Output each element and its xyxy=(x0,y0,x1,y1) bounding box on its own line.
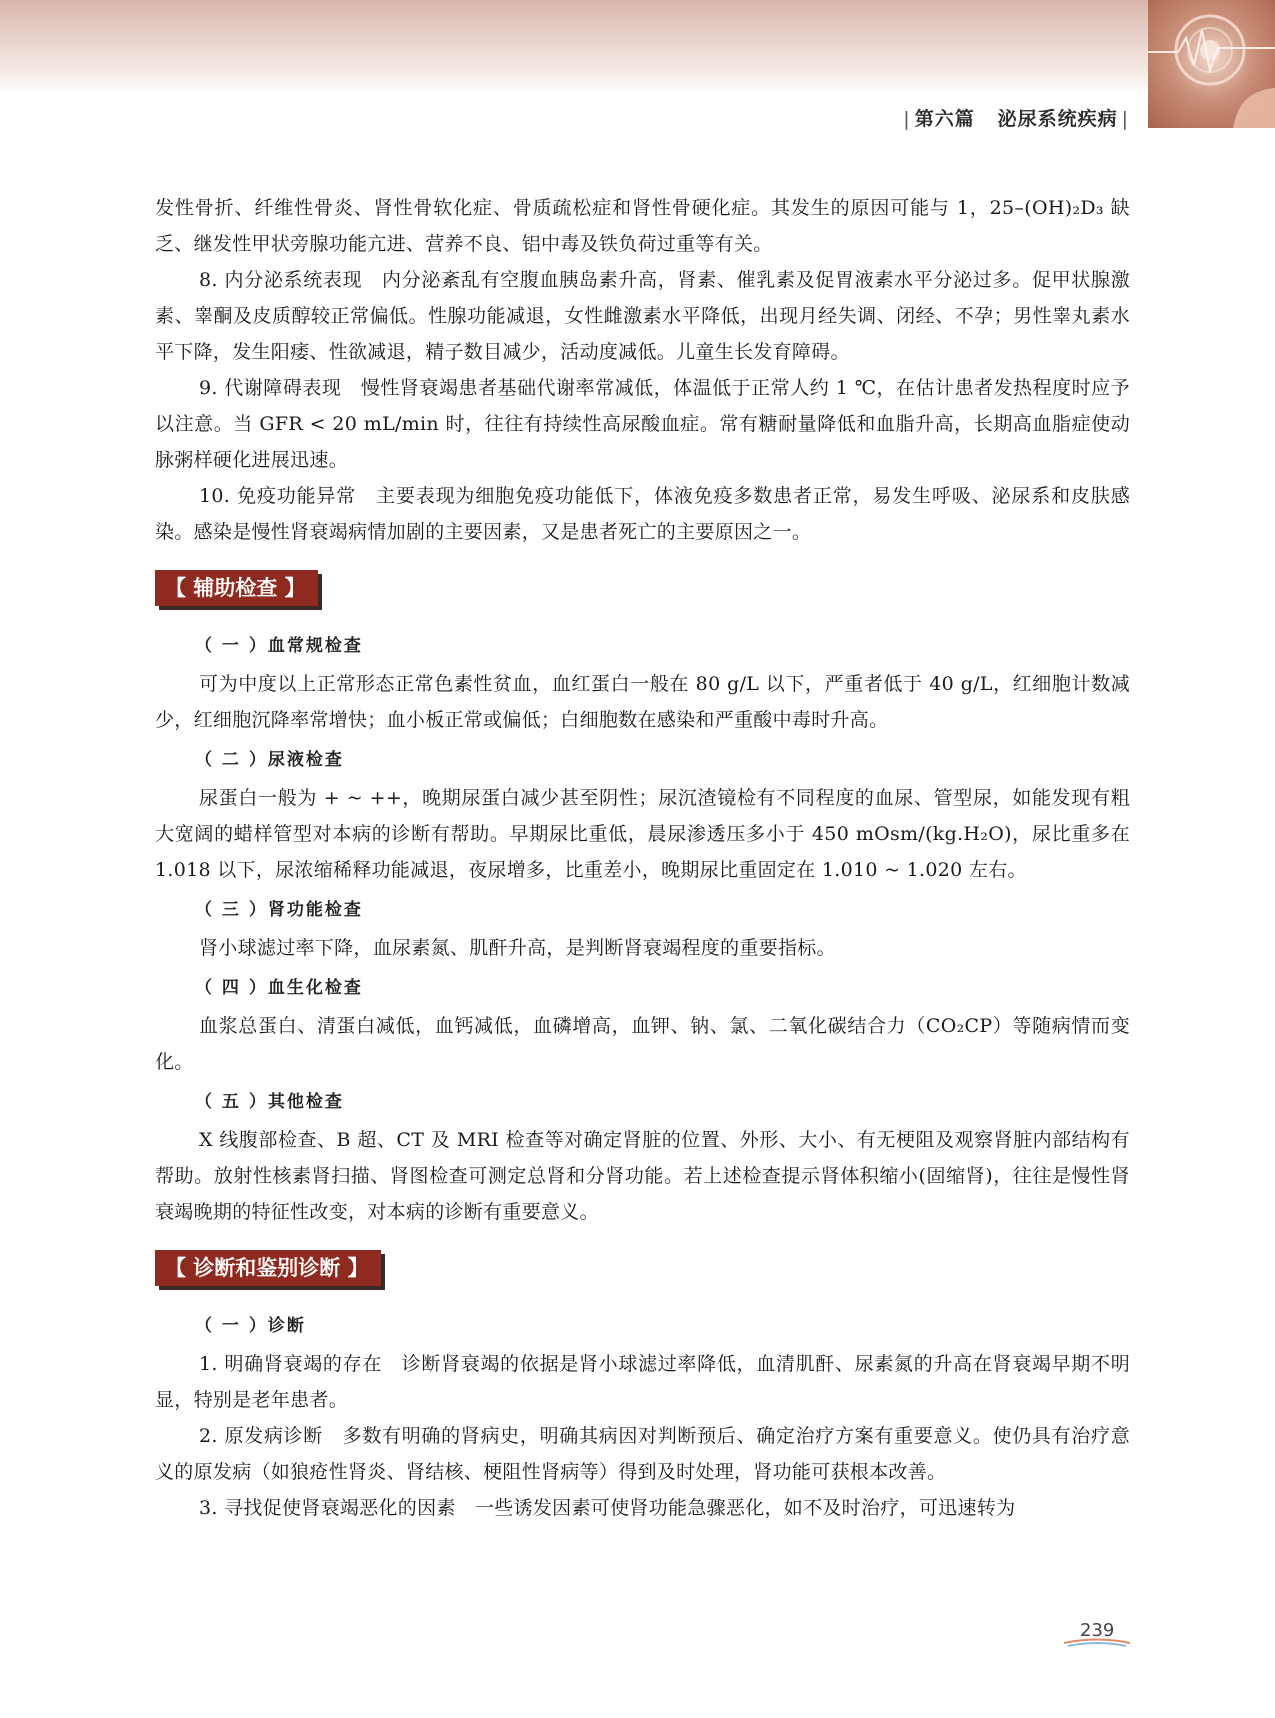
paragraph-biochemistry: 血浆总蛋白、清蛋白减低，血钙减低，血磷增高，血钾、钠、氯、二氧化碳结合力（CO₂CP）等随病情而变化。 xyxy=(155,1015,1130,1073)
paragraph-immune: 10. 免疫功能异常 主要表现为细胞免疫功能低下，体液免疫多数患者正常，易发生呼吸、泌尿系和皮肤感染。感染是慢性肾衰竭病情加剧的主要因素，又是患者死亡的主要原因之一。 xyxy=(155,485,1130,543)
header-part: 第六篇 xyxy=(914,108,975,130)
paragraph-renal-function: 肾小球滤过率下降，血尿素氮、肌酐升高，是判断肾衰竭程度的重要指标。 xyxy=(199,937,836,959)
paragraph-urine: 尿蛋白一般为 + ~ ++，晚期尿蛋白减少甚至阴性；尿沉渣镜检有不同程度的血尿、管型尿，如能发现有粗大宽阔的蜡样管型对本病的诊断有帮助。早期尿比重低，晨尿渗透压多小于 450 mOsm/(kg.H₂O)，尿比重多在 1.018 以下，尿浓缩稀释功能减退，夜尿增多，比重差小，晚期尿比重固定在 1.010 ~ 1.020 左右。 xyxy=(155,787,1130,881)
page-number-swoosh-icon xyxy=(1062,1638,1132,1648)
paragraph-diagnosis-2: 2. 原发病诊断 多数有明确的肾病史，明确其病因对判断预后、确定治疗方案有重要意义。使仍具有治疗意义的原发病（如狼疮性肾炎、肾结核、梗阻性肾病等）得到及时处理，肾功能可获根本改善。 xyxy=(155,1425,1130,1483)
paragraph-diagnosis-1: 1. 明确肾衰竭的存在 诊断肾衰竭的依据是肾小球滤过率降低，血清肌酐、尿素氮的升高在肾衰竭早期不明显，特别是老年患者。 xyxy=(155,1353,1130,1411)
paragraph-other-exam: X 线腹部检查、B 超、CT 及 MRI 检查等对确定肾脏的位置、外形、大小、有无梗阻及观察肾脏内部结构有帮助。放射性核素肾扫描、肾图检查可测定总肾和分肾功能。若上述检查提示肾体积缩小(固缩肾)，往往是慢性肾衰竭晚期的特征性改变，对本病的诊断有重要意义。 xyxy=(155,1129,1130,1223)
paragraph-diagnosis-3: 3. 寻找促使肾衰竭恶化的因素 一些诱发因素可使肾功能急骤恶化，如不及时治疗，可迅速转为 xyxy=(199,1497,1016,1519)
paragraph-blood-routine: 可为中度以上正常形态正常色素性贫血，血红蛋白一般在 80 g/L 以下，严重者低于 40 g/L，红细胞计数减少，红细胞沉降率常增快；血小板正常或偏低；白细胞数在感染和严重酸中毒时升高。 xyxy=(155,673,1130,731)
subheading-blood-routine: （ 一 ）血常规检查 xyxy=(195,636,363,656)
paragraph-continuation: 发性骨折、纤维性骨炎、肾性骨软化症、骨质疏松症和肾性骨硬化症。其发生的原因可能与 1，25–(OH)₂D₃ 缺乏、继发性甲状旁腺功能亢进、营养不良、铝中毒及铁负荷过重等有关。 xyxy=(155,197,1130,255)
page-body xyxy=(155,190,1130,1526)
page-number: 239 xyxy=(1080,1620,1115,1641)
section-heading-aux-exam: 【 辅助检查 】 xyxy=(155,570,318,606)
subheading-urine: （ 二 ）尿液检查 xyxy=(195,750,344,770)
subheading-biochemistry: （ 四 ）血生化检查 xyxy=(195,978,363,998)
paragraph-metabolic: 9. 代谢障碍表现 慢性肾衰竭患者基础代谢率常减低，体温低于正常人约 1 ℃，在估计患者发热程度时应予以注意。当 GFR < 20 mL/min 时，往往有持续性高尿酸血症。常有糖耐量降低和血脂升高，长期高血脂症使动脉粥样硬化进展迅速。 xyxy=(155,377,1130,471)
stethoscope-image xyxy=(1148,0,1275,128)
subheading-diagnosis: （ 一 ）诊断 xyxy=(195,1316,306,1336)
section-heading-diagnosis: 【 诊断和鉴别诊断 】 xyxy=(155,1250,381,1286)
paragraph-endocrine: 8. 内分泌系统表现 内分泌紊乱有空腹血胰岛素升高，肾素、催乳素及促胃液素水平分泌过多。促甲状腺激素、睾酮及皮质醇较正常偏低。性腺功能减退，女性雌激素水平降低，出现月经失调、闭经、不孕；男性睾丸素水平下降，发生阳痿、性欲减退，精子数目减少，活动度减低。儿童生长发育障碍。 xyxy=(155,269,1130,363)
header-divider-left: | xyxy=(903,108,911,130)
header-divider-right: | xyxy=(1121,108,1129,130)
header-title: 泌尿系统疾病 xyxy=(997,108,1118,130)
subheading-renal-function: （ 三 ）肾功能检查 xyxy=(195,900,363,920)
subheading-other-exam: （ 五 ）其他检查 xyxy=(195,1092,344,1112)
running-header xyxy=(899,104,1133,131)
top-decorative-band xyxy=(0,0,1275,95)
